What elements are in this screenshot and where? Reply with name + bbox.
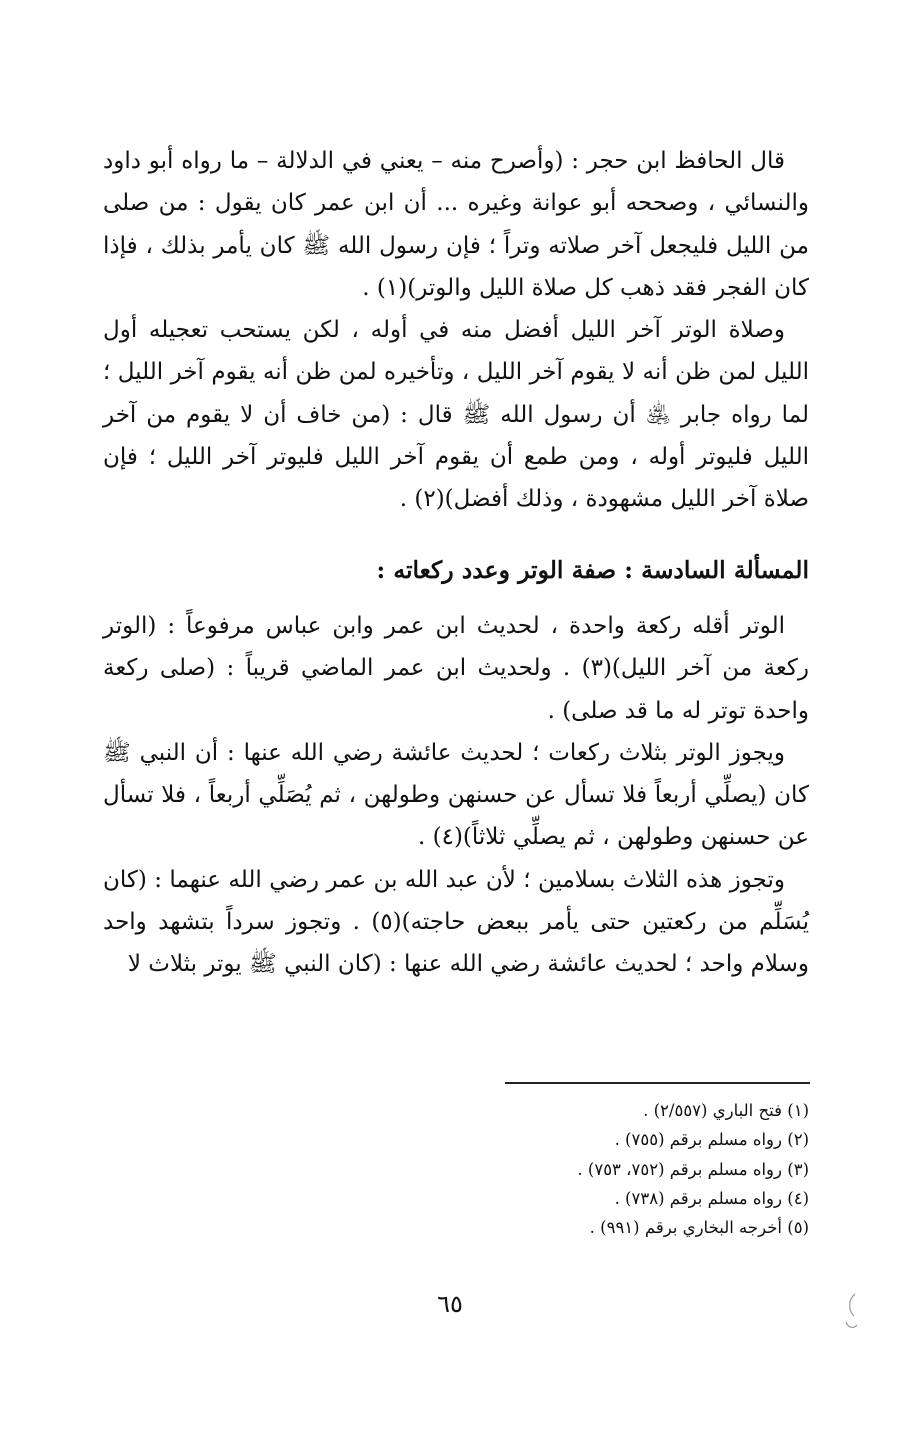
paragraph-witr-timing: وصلاة الوتر آخر الليل أفضل منه في أوله ، لكن يستحب تعجيله أول الليل لمن ظن أنه لا يقوم آخر الليل ، وتأخيره لمن ظن أنه يقوم آخر الليل ؛ لما رواه جابر ﵁ أن رسول الله ﷺ قال : (من خاف أن لا يقوم من آخر الليل فليوتر أوله ، ومن طمع أن يقوم آخر الليل فليوتر آخر الليل ؛ فإن صلاة آخر الليل مشهودة ، وذلك أفضل)(٢) . bbox=[103, 317, 809, 513]
page-edge-mark bbox=[842, 1292, 862, 1334]
paragraph-ibn-hajar-quote: قال الحافظ ابن حجر : (وأصرح منه – يعني في الدلالة – ما رواه أبو داود والنسائي ، وصححه أبو عوانة وغيره ... أن ابن عمر كان يقول : من صلى من الليل فليجعل آخر صلاته وتراً ؛ فإن رسول الله ﷺ كان يأمر بذلك ، فإذا كان الفجر فقد ذهب كل صلاة الليل والوتر)(١) . bbox=[103, 148, 809, 301]
footnote-1: (١) فتح الباري (٢/٥٥٧) . bbox=[643, 1101, 809, 1120]
paragraph-witr-minimum: الوتر أقله ركعة واحدة ، لحديث ابن عمر وابن عباس مرفوعاً : (الوتر ركعة من آخر الليل)(٣) . ولحديث ابن عمر الماضي قريباً : (صلى ركعة واحدة توتر له ما قد صلى) . bbox=[103, 612, 809, 724]
page-number: ٦٥ bbox=[437, 1290, 463, 1318]
footnote-2: (٢) رواه مسلم برقم (٧٥٥) . bbox=[614, 1130, 809, 1150]
footnote-4: (٤) رواه مسلم برقم (٧٣٨) . bbox=[614, 1188, 809, 1208]
footnotes bbox=[450, 1096, 809, 1242]
paragraph-three-rakats: ويجوز الوتر بثلاث ركعات ؛ لحديث عائشة رضي الله عنها : أن النبي ﷺ كان (يصلِّي أربعاً فلا تسأل عن حسنهن وطولهن ، ثم يُصَلِّي أربعاً ، فلا تسأل عن حسنهن وطولهن ، ثم يصلِّي ثلاثاً)(٤) . bbox=[103, 739, 810, 851]
footnote-5: (٥) أخرجه البخاري برقم (٩٩١) . bbox=[589, 1218, 809, 1238]
footnote-3: (٣) رواه مسلم برقم (٧٥٢، ٧٥٣) . bbox=[577, 1159, 809, 1179]
section-heading: المسألة السادسة : صفة الوتر وعدد ركعاته : bbox=[376, 555, 809, 584]
main-text bbox=[103, 140, 809, 986]
footnote-divider bbox=[505, 1082, 810, 1084]
paragraph-two-salams: وتجوز هذه الثلاث بسلامين ؛ لأن عبد الله بن عمر رضي الله عنهما : (كان يُسَلِّم من ركعتين حتى يأمر ببعض حاجته)(٥) . وتجوز سرداً بتشهد واحد وسلام واحد ؛ لحديث عائشة رضي الله عنها : (كان النبي ﷺ يوتر بثلاث لا bbox=[103, 866, 809, 978]
